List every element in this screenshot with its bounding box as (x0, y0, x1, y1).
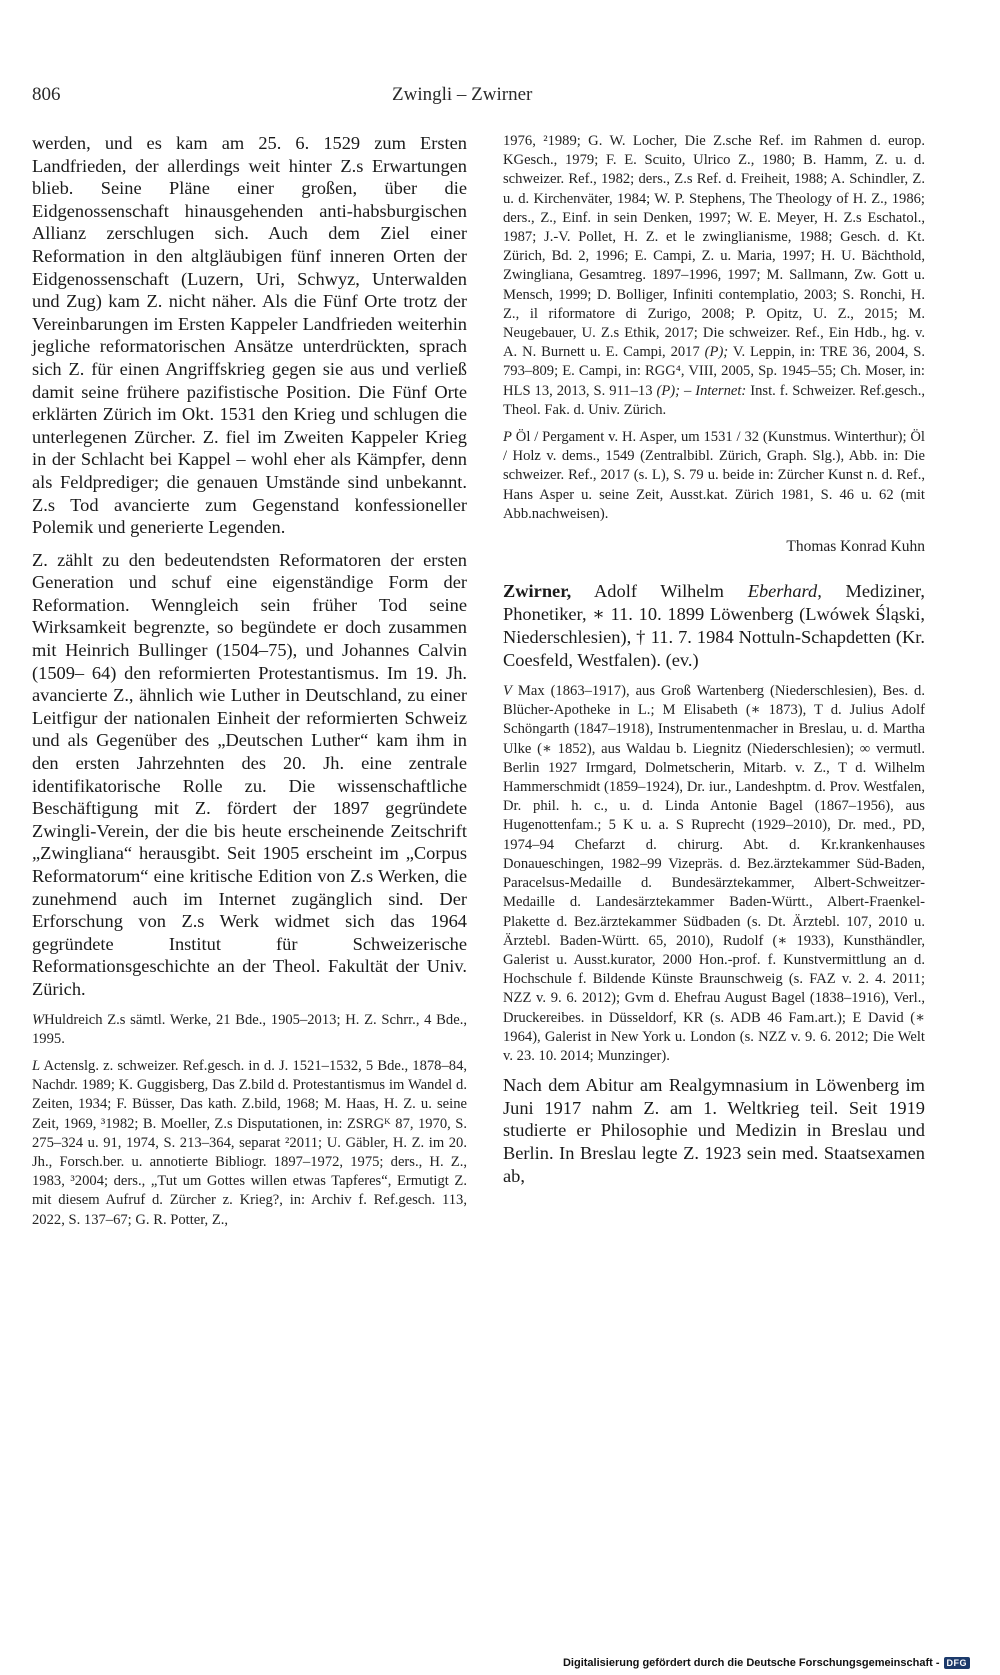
family-text: Max (1863–1917), aus Groß Wartenberg (Niederschlesien), Bes. d. Blücher-Apotheke in L.; M Elisabeth (∗ 1873), T d. Julius Adolf Schöngarth (1847–1918), Instrumentenmacher in Breslau, u. d. Martha Ulke (∗ 1852), aus Waldau b. Liegnitz (Niederschlesien); ∞ vermutl. Berlin 1927 Irmgard, Dolmetscherin, Mitarb. v. Z., T d. Wilhelm Hammerschmidt (1859–1924), Dr. iur., Landeshptm. d. Prov. Westfalen, Dr. phil. h. c., u. d. Linda Antonie Bagel (1867–1956), aus Hugenottenfam.; 5 K u. a. S Ruprecht (1929–2010), Dr. med., PD, 1974–94 Chefarzt d. chirurg. Abt. d. Kr.krankenhauses Donaueschingen, 1982–99 Vizepräs. d. Bez.ärztekammer Süd-Baden, Paracelsus-Medaille d. Bundesärztekammer, Albert-Schweitzer-Medaille d. Landesärztekammer Baden-Württ., Albert-Fraenkel-Plakette d. Bez.ärztekammer Südbaden (s. Dt. Ärztebl. 107, 2010 u. Ärztebl. Baden-Württ. 65, 2010), Rudolf (∗ 1933), Kunsthändler, Galerist u. Ausst.kurator, 2000 Hon.-prof. f. Kunstvermittlung an d. Hochschule f. Bildende Künste Braunschweig (s. FAZ v. 2. 4. 2011; NZZ v. 9. 6. 2012); Gvm d. Ehefrau August Bagel (1838–1916), Verl., Druckereibes. in Düsseldorf, KR (s. ADB 46 Fam.art.); E David (∗ 1964), Galerist in New York u. London (s. NZZ v. 9. 6. 2012; Die Welt v. 23. 10. 2014; Munzinger). (503, 683, 925, 1064)
entry-given-names: Adolf Wilhelm (594, 581, 724, 602)
article-author: Thomas Konrad Kuhn (786, 538, 925, 556)
works-section (32, 1011, 467, 1049)
literature-section (32, 1057, 467, 1230)
portrait-marker-2: (P); (656, 382, 680, 399)
page-header (32, 84, 970, 114)
footer-text: Digitalisierung gefördert durch die Deutsche Forschungsgemeinschaft - (562, 1657, 940, 1669)
literature-continued (503, 132, 925, 420)
entry-heading (503, 580, 925, 672)
portrait-tag: P (503, 429, 512, 446)
internet-label: Internet: (695, 382, 747, 399)
page-number: 806 (32, 84, 61, 105)
family-tag: V (503, 683, 512, 700)
portrait-marker: (P); (704, 344, 729, 361)
entry-lemma: Zwirner, (503, 581, 572, 602)
footer-credit (563, 1655, 970, 1671)
family-section (503, 682, 925, 1066)
dfg-logo-icon: DFG (944, 1657, 971, 1669)
running-title: Zwingli – Zwirner (392, 84, 533, 105)
dash: – (683, 382, 692, 399)
left-column (32, 132, 467, 1238)
right-column (503, 132, 925, 1197)
body-paragraph-2: Z. zählt zu den bedeutendsten Reformatoren der ersten Generation und schuf eine eigenständige Form der Reformation. Wenngleich sein früher Tod seine Wirksamkeit begrenzte, so begündete er doch zusammen mit Heinrich Bullinger (1504–75), und Johannes Calvin (1509– 64) den reformierten Protestantismus. Im 19. Jh. avancierte Z., ähnlich wie Luther in Deutschland, zu einer Leitfigur der nationalen Einheit der reformierten Schweiz und als Gegenüber des „Deutschen Luther“ kam ihm in den ersten Jahrzehnten des 20. Jh. eine zentrale identifikatorische Rolle zu. Die wissenschaftliche Beschäftigung mit Z. fördert der 1897 gegründete Zwingli-Verein, der die bis heute erscheinende Zeitschrift „Zwingliana“ herausgibt. Seit 1905 erscheint im „Corpus Reformatorum“ eine kritische Edition von Z.s Werken, die zunehmend auch im Internet zugänglich sind. Der Erforschung von Z.s Werk widmet sich das 1964 gegründete Institut für Schweizerische Reformationsgeschichte an der Theol. Fakultät der Univ. Zürich. (32, 549, 467, 999)
entry-description: Mediziner, Phonetiker, ∗ 11. 10. 1899 Löwenberg (Lwówek Śląski, Niederschlesien), † 11. 7. 1984 Nottuln-Schapdetten (Kr. Coesfeld, Westfalen). (ev.) (503, 581, 925, 671)
biography-paragraph: Nach dem Abitur am Realgymnasium in Löwenberg im Juni 1917 nahm Z. am 1. Weltkrieg teil. Seit 1919 studierte er Philosophie und Medizin in Breslau und Berlin. In Breslau legte Z. 1923 sein med. Staatsexamen ab, (503, 1075, 925, 1186)
literature-tag: L (32, 1057, 41, 1074)
works-tag: W (32, 1011, 45, 1028)
entry-given-name-italic: Eberhard, (747, 581, 822, 602)
portrait-section (503, 428, 925, 524)
portrait-text: Öl / Pergament v. H. Asper, um 1531 / 32 (Kunstmus. Winterthur); Öl / Holz v. dems., 1549 (Zentralbibl. Zürich, Graph. Slg.), Abb. in: Die schweizer. Ref., 2017 (s. L), S. 79 u. beide in: Zürcher Kunst n. d. Ref., Hans Asper u. seine Zeit, Ausst.kat. Zürich 1981, S. 46 u. 62 (mit Abb.nachweisen). (503, 429, 925, 522)
literature-text: Actenslg. z. schweizer. Ref.gesch. in d. J. 1521–1532, 5 Bde., 1878–84, Nachdr. 1989; K. Guggisberg, Das Z.bild d. Protestantismus im Wandel d. Zeiten, 1934; F. Büsser, Das kath. Z.bild, 1968; M. Haas, H. Z. u. seine Zeit, 1969, ³1982; B. Moeller, Z.s Disputationen, in: ZSRGᴷ 87, 1970, S. 275–324 u. 91, 1974, S. 213–364, separat ²2011; U. Gäbler, H. Z. im 20. Jh., Forsch.ber. u. annotierte Bibliogr. 1897–1972, 1975; ders., H. Z., 1983, ³2004; ders., „Tut um Gottes willen etwas Tapferes“, Ermutigt Z. mit diesem Aufruf d. Zürcher z. Krieg?, in: Archiv f. Ref.gesch. 113, 2022, S. 137–67; G. R. Potter, Z., (32, 1057, 468, 1228)
internet-text: Inst. f. Schweizer. Ref.gesch., Theol. Fak. d. Univ. Zürich. (503, 382, 926, 418)
literature-continued-text-2: V. Leppin, in: TRE 36, 2004, S. 793–809; E. Campi, in: RGG⁴, VIII, 2005, Sp. 1945–55; Ch. Moser, in: HLS 13, 2013, S. 911–13 (503, 344, 926, 399)
works-text: Huldreich Z.s sämtl. Werke, 21 Bde., 1905–2013; H. Z. Schrr., 4 Bde., 1995. (32, 1011, 467, 1047)
body-paragraph-1: werden, und es kam am 25. 6. 1529 zum Ersten Landfrieden, der allerdings weit hinter Z.s Erwartungen blieb. Seine Pläne einer großen, über die Eidgenossenschaft hinausgehenden anti-habsburgischen Allianz zerschlugen sich. Auch dem Ziel einer Reformation in den altgläubigen fünf inneren Orten der Eidgenossenschaft (Luzern, Uri, Schwyz, Unterwalden und Zug) kam Z. nicht näher. Als die Fünf Orte trotz der Vereinbarungen im Ersten Kappeler Landfrieden weiterhin jegliche reformatorischen Ansätze unterdrückten, sprach sich Z. für einen Angriffskrieg gegen sie aus und verließ damit seine frühere pazifistische Position. Die Fünf Orte erklärten Zürich im Okt. 1531 den Krieg und schlugen die unterlegenen Zürcher. Z. fiel im Zweiten Kappeler Krieg in der Schlacht bei Kappel – wohl eher als Kämpfer, denn als Feldprediger; die genauen Umstände sind unbekannt. Z.s Tod avancierte zum Gegenstand konfessioneller Polemik und generierte Legenden. (32, 133, 467, 538)
literature-continued-text: 1976, ²1989; G. W. Locher, Die Z.sche Ref. im Rahmen d. europ. KGesch., 1979; F. E. Scuito, Ulrico Z., 1980; B. Hamm, Z. u. d. schweizer. Ref., 1982; ders., Z.s Ref. d. Freiheit, 1988; A. Schindler, Z. u. d. Kirchenväter, 1984; W. P. Stephens, The Theology of H. Z., 1986; ders., Z., Einf. in sein Denken, 1997; W. E. Meyer, H. Z.s Eschatol., 1987; J.-V. Pollet, H. Z. et le zwinglianisme, 1988; Gesch. d. Kt. Zürich, Bd. 2, 1996; E. Campi, Z. u. Maria, 1997; H. U. Bächthold, Zwingliana, Gesamtreg. 1897–1996, 1997; M. Sallmann, Zw. Gott u. Mensch, 1999; D. Bolliger, Infiniti contemplatio, 2003; S. Ronchi, H. Z., il riformatore di Zurigo, 2008; P. Opitz, U. Z., 2015; M. Neugebauer, U. Z.s Ethik, 2017; Die schweizer. Ref., Ein Hdb., hg. v. A. N. Burnett u. E. Campi, 2017 (503, 133, 925, 361)
